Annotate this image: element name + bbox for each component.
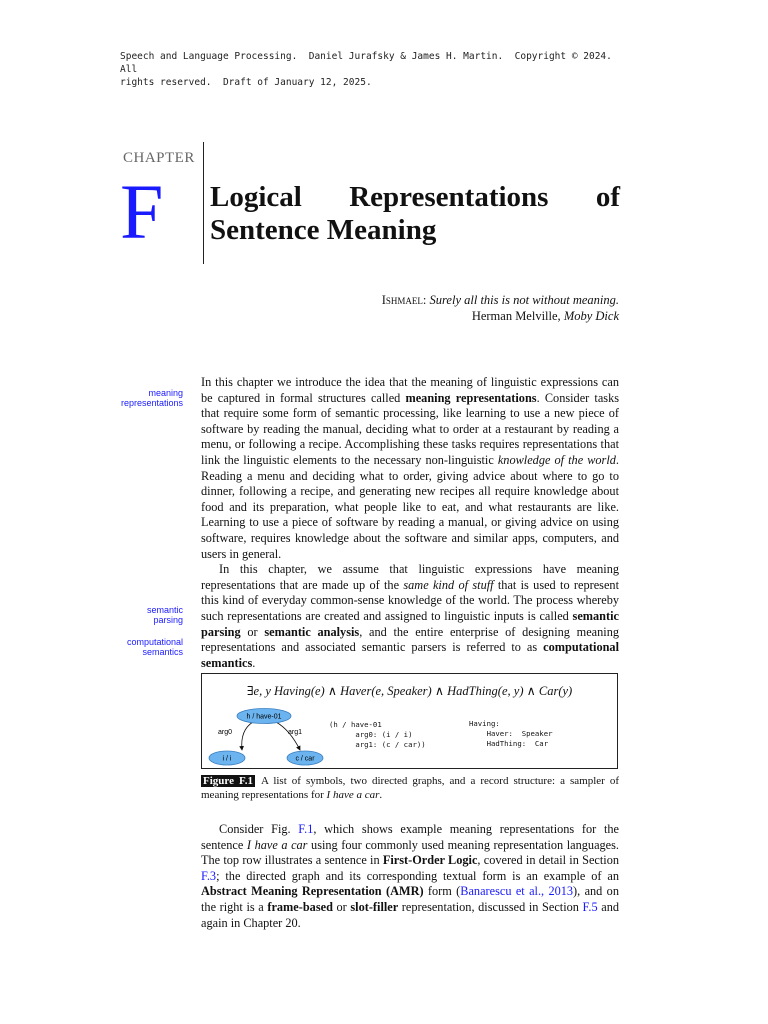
margin-note-line: semantic	[146, 605, 183, 615]
title-word-logical: Logical	[210, 181, 302, 213]
emphasis: knowledge of the world	[497, 452, 616, 467]
body-text-figure-discussion	[201, 822, 619, 931]
text-run: A list of symbols, two directed graphs, and a record structure: a sampler of meaning representations for	[201, 775, 619, 801]
epigraph-author: Herman Melville,	[471, 309, 561, 323]
term-amr: Abstract Meaning Representation (AMR)	[201, 884, 424, 899]
margin-note-meaning-representations	[100, 388, 183, 408]
frame-line: Having:	[469, 719, 500, 728]
term-computational-semantics: computational semantics	[201, 640, 619, 670]
epigraph-work: Moby Dick	[563, 309, 619, 323]
fol-formula: ∃e, y Having(e) ∧ Haver(e, Speaker) ∧ HadThing(e, y) ∧ Car(y)	[246, 684, 573, 698]
term-frame-based: frame-based	[267, 899, 333, 914]
emphasis: same kind of stuff	[403, 577, 494, 592]
amr-text-line: (h / have-01	[329, 720, 382, 729]
chapter-title-line-1	[210, 181, 620, 214]
epigraph-attribution	[382, 308, 619, 324]
text-run: In this chapter we introduce the idea that the meaning of linguistic expressions can be captured in formal structures called	[201, 375, 619, 405]
margin-note-line: semantics	[142, 647, 183, 657]
amr-node-root-label: h / have-01	[246, 713, 282, 721]
text-run: .	[252, 655, 256, 670]
text-run: , covered in detail in Section	[477, 853, 619, 868]
frame-line: HadThing: Car	[486, 739, 549, 748]
text-run: . Consider tasks that require some form of semantic processing, like learning to use a new piece of software by reading the manual, deciding what to order at a restaurant by reading a menu, or following a recipe. Accomplishing these tasks requires representations that link the linguistic elements to the necessary non-linguistic	[201, 390, 620, 467]
text-run: using four commonly used meaning representation languages. The top row illustrates a sentence in	[201, 837, 620, 868]
chapter-title-line-2: Sentence Meaning	[210, 214, 437, 246]
header-line-1: Speech and Language Processing. Daniel Jurafsky & James H. Martin. Copyright © 2024. All	[120, 51, 624, 75]
text-run: . Reading a menu and deciding what to order, giving advice about where to go to dinner, following a recipe, and generating new recipes all require knowledge about food and its preparation, what people like to eat, and what restaurants are like. Learning to use a piece of software by reading a manual, or giving advice on using software, requires knowledge about the software and similar apps, computers, and users in general.	[201, 452, 619, 561]
text-run: , and the entire enterprise of designing meaning representations and associated semantic parsers is referred to as	[201, 624, 619, 655]
amr-text	[329, 720, 426, 750]
body-text-intro	[201, 375, 619, 671]
section-ref-link[interactable]: F.5	[582, 899, 598, 914]
frame-representation	[469, 719, 552, 749]
chapter-title	[210, 181, 620, 247]
term-slot-filler: slot-filler	[350, 899, 399, 914]
title-word-of: of	[595, 181, 620, 213]
text-run: form (	[423, 884, 461, 899]
epigraph	[382, 292, 619, 324]
paragraph-1	[201, 375, 619, 562]
term-semantic-analysis: semantic analysis	[264, 624, 360, 639]
amr-text-line: arg1: (c / car))	[355, 740, 426, 749]
figure-f1	[201, 673, 618, 769]
running-header	[120, 50, 624, 89]
frame-line: Haver: Speaker	[486, 729, 553, 738]
amr-text-line: arg0: (i / i)	[355, 730, 413, 739]
amr-edge-label-arg1: arg1	[288, 729, 303, 736]
margin-note-line: computational	[126, 637, 183, 647]
text-run: .	[379, 788, 383, 801]
margin-note-computational-semantics	[100, 637, 183, 657]
amr-edge-arg0	[242, 722, 253, 750]
text-run: , which shows example meaning representations for the sentence	[201, 822, 619, 852]
term-semantic-parsing: semantic parsing	[201, 608, 619, 639]
amr-node-left-label: i / i	[222, 755, 232, 763]
epigraph-speaker: Ishmael:	[381, 293, 427, 307]
epigraph-quote: Surely all this is not without meaning.	[429, 293, 619, 307]
text-run: ; the directed graph and its corresponding textual form is an example of an	[216, 868, 619, 883]
term-first-order-logic: First-Order Logic	[382, 853, 478, 868]
emphasis: I have a car	[246, 837, 308, 852]
text-run: or	[240, 624, 265, 639]
figure-label: Figure F.1	[203, 775, 253, 787]
margin-note-line: meaning	[148, 388, 183, 398]
figure-ref-link[interactable]: F.1	[298, 822, 314, 836]
text-run: and again in Chapter 20.	[201, 899, 619, 930]
chapter-divider	[203, 142, 204, 264]
margin-note-line: representations	[120, 398, 183, 408]
margin-note-semantic-parsing	[100, 605, 183, 625]
title-word-representations: Representations	[349, 181, 549, 213]
margin-note-line: parsing	[153, 615, 183, 625]
figure-caption	[201, 775, 619, 802]
amr-edge-label-arg0: arg0	[218, 729, 233, 736]
amr-edge-arg1	[276, 722, 303, 750]
paragraph-3	[201, 822, 619, 931]
section-ref-link[interactable]: F.3	[201, 868, 217, 883]
header-line-2: rights reserved. Draft of January 12, 2025.	[120, 77, 372, 88]
citation-link[interactable]: Banarescu et al., 2013	[460, 884, 574, 899]
chapter-letter: F	[120, 168, 164, 255]
text-run: In this chapter, we assume that linguistic expressions have meaning representations that are made up of the	[201, 562, 619, 592]
text-run: or	[332, 899, 351, 914]
paragraph-2	[201, 562, 619, 671]
epigraph-quote-line	[382, 292, 619, 308]
chapter-word: CHAPTER	[123, 150, 195, 166]
text-run: that is used to represent this kind of everyday common-sense knowledge of the world. The process whereby such representations are created and assigned to linguistic inputs is called	[201, 577, 619, 623]
text-run: ), and on the right is a	[201, 884, 619, 914]
text-run: representation, discussed in Section	[398, 899, 583, 914]
emphasis: I have a car	[326, 788, 380, 801]
amr-node-right-label: c / car	[295, 755, 315, 763]
term-meaning-representations: meaning representations	[405, 390, 537, 405]
text-run: Consider Fig.	[219, 822, 299, 836]
amr-graph	[208, 706, 338, 766]
